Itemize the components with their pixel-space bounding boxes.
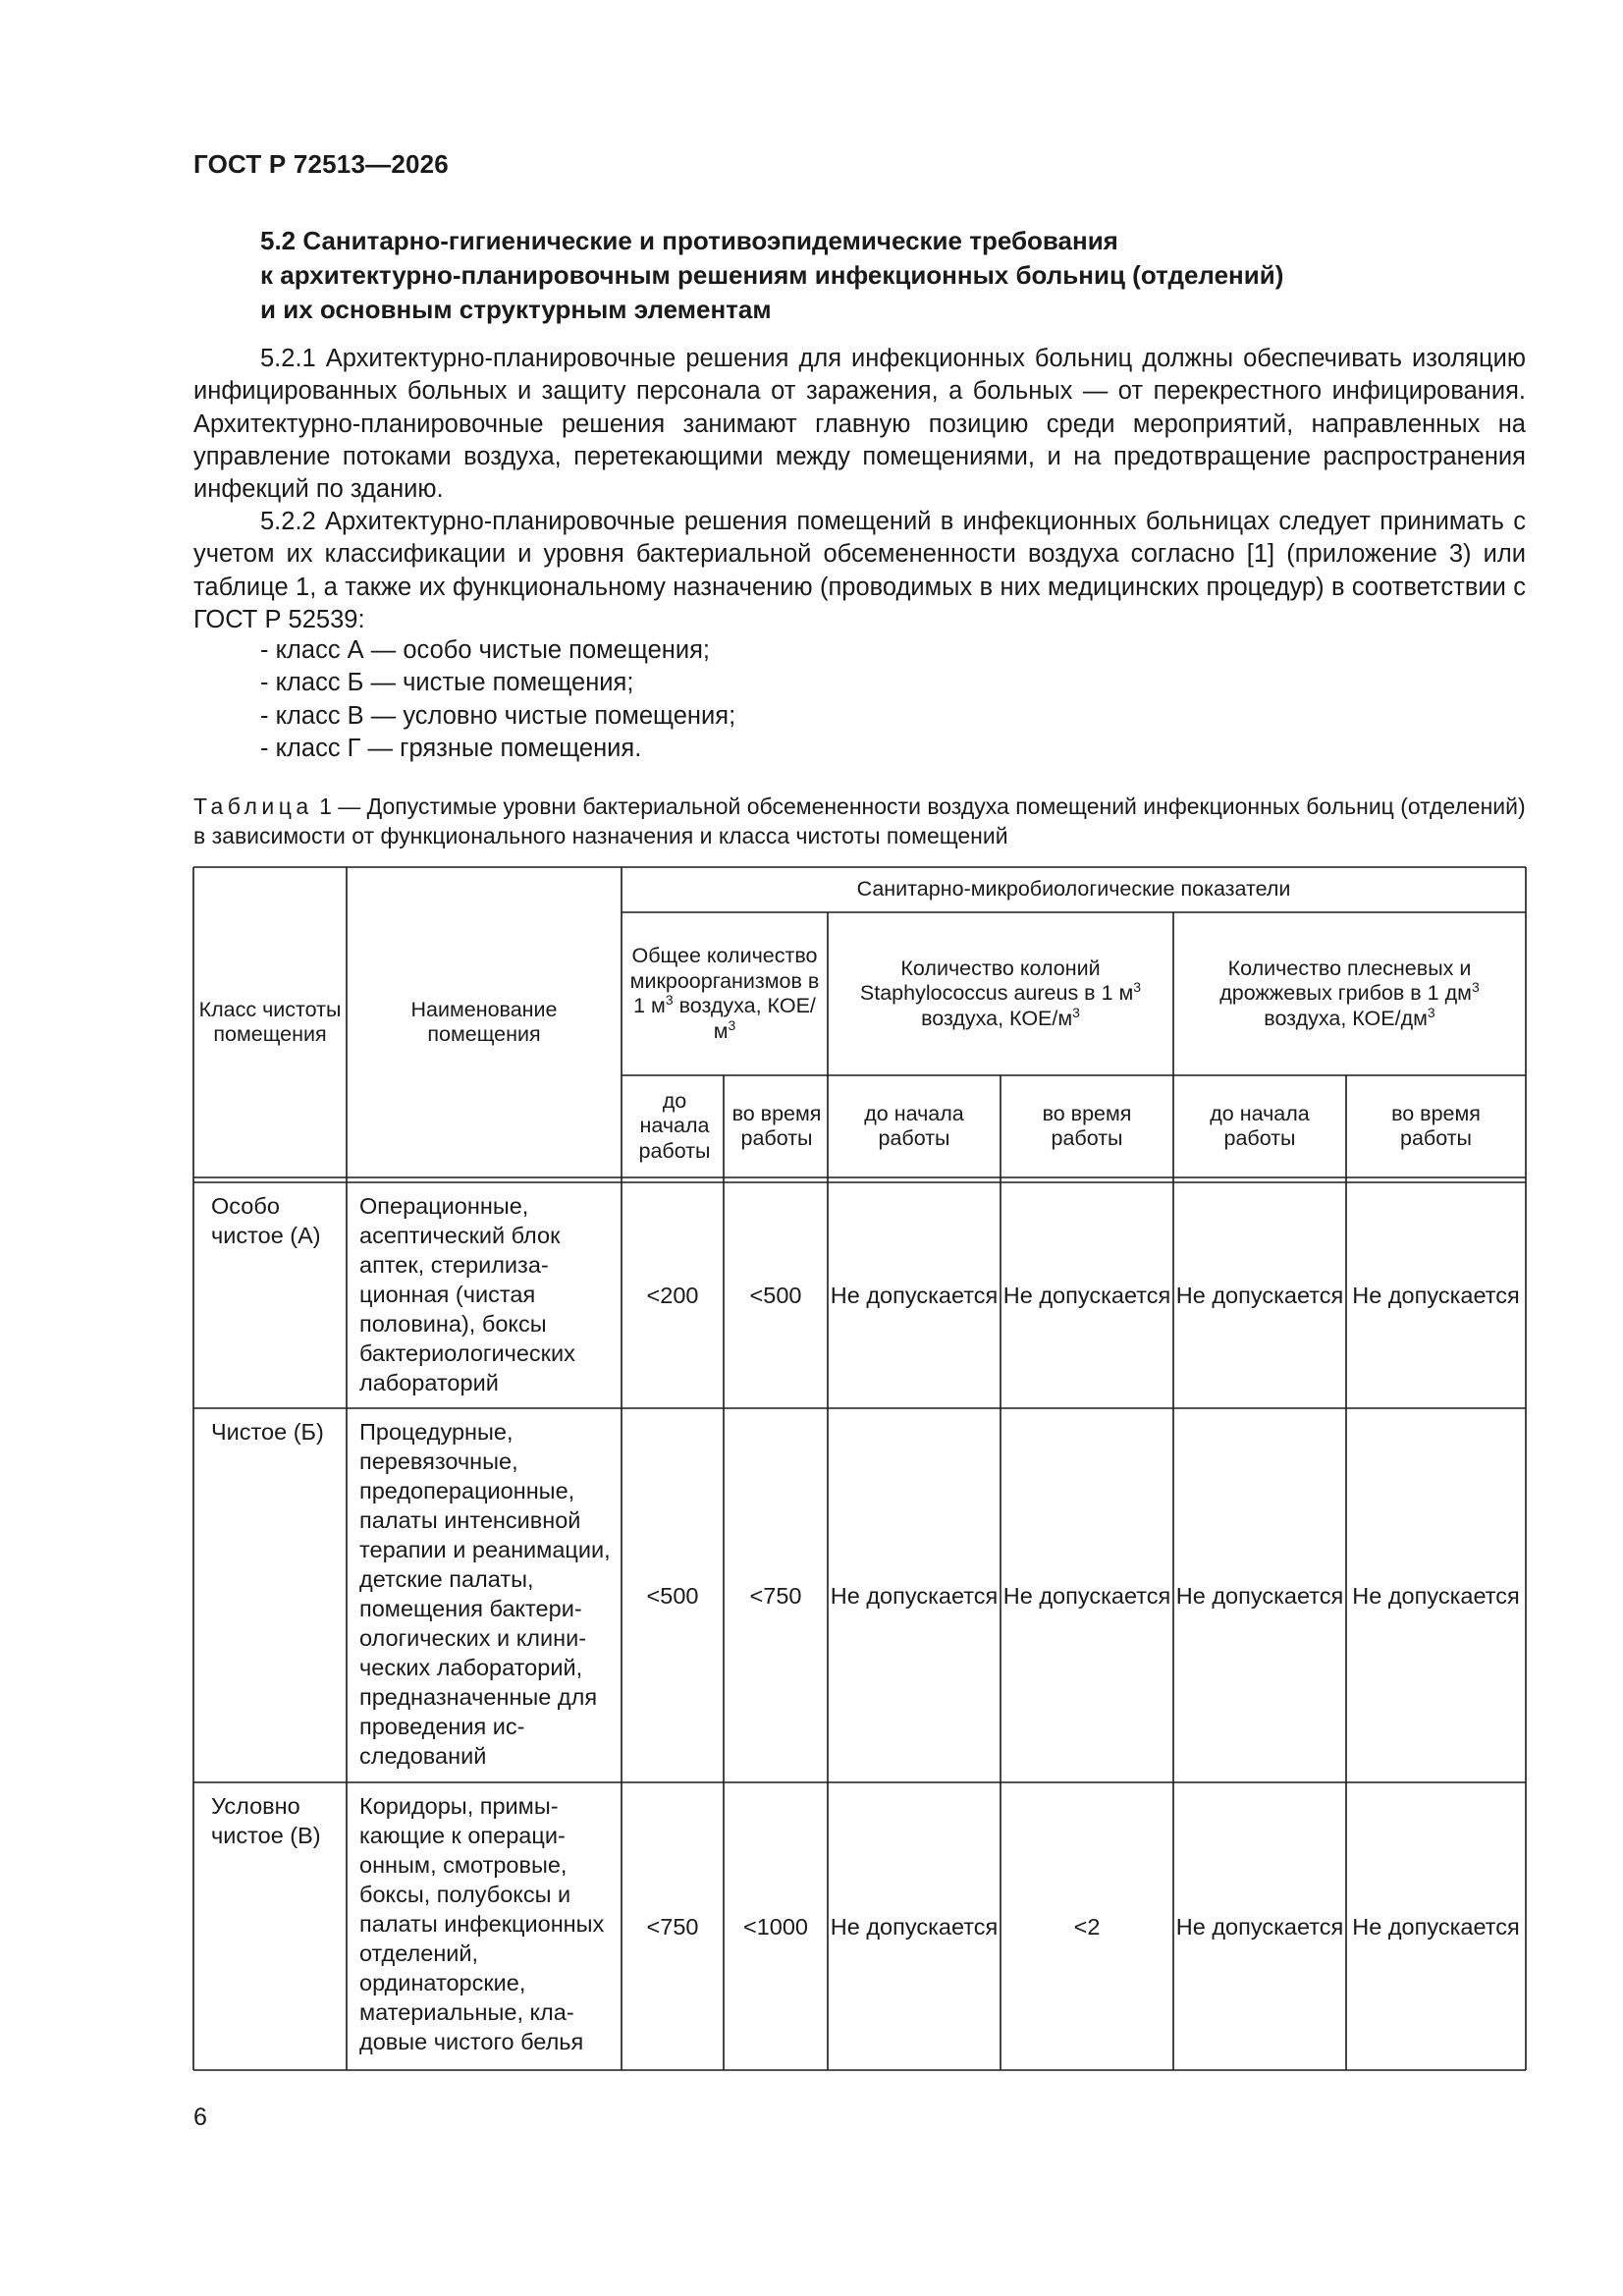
header-staph-during-work: во время работы	[1042, 1101, 1132, 1150]
header-staph-text: воздуха, КОЕ/м	[921, 1006, 1073, 1030]
row-a-total-before: <200	[646, 1283, 699, 1308]
row-b-room-name: Процедурные, перевязочные, предоперационные, палаты интенсивной терапии и реанимации, детские палаты, помещения бактериологических и клинических лабораторий, предназначенные для проведения исследований	[359, 1419, 611, 1769]
row-v-staph-before: Не допускается	[830, 1913, 999, 1940]
list-item: - класс В — условно чистые помещения;	[260, 700, 735, 733]
header-fungi-text: Количество плесневых и дрожжевых грибов в 1 дм	[1219, 956, 1472, 1006]
header-indicators: Санитарно-микробиологические показатели	[856, 877, 1291, 902]
row-b-fungi-before: Не допускается	[1175, 1582, 1344, 1609]
list-item: - класс Г — грязные помещения.	[260, 733, 735, 765]
page-number: 6	[193, 2104, 207, 2131]
header-fungi	[1175, 914, 1524, 1073]
section-heading-line: и их основным структурным элементам	[260, 295, 772, 324]
header-room-name: Наименование помещения	[410, 997, 558, 1046]
row-v-staph-during: <2	[1073, 1913, 1101, 1940]
header-staph-text: Количество колоний Staphylococcus aureus в 1 м	[859, 956, 1134, 1006]
header-total-during-work: во время работы	[731, 1101, 822, 1150]
paragraph-5-2-2: 5.2.2 Архитектурно-планировочные решения помещений в инфекционных больницах следует принимать с учетом их классификации и уровня бактериальной обсемененности воздуха согласно [1] (приложение 3) или таблице 1, а также их функциональному назначению (проводимых в них медицинских процедур) в соответствии с ГОСТ Р 52539:	[193, 508, 1526, 633]
header-total-microorganisms	[623, 914, 826, 1073]
row-v-fungi-before: Не допускается	[1175, 1913, 1344, 1940]
list-item: - класс Б — чистые помещения;	[260, 667, 735, 699]
header-total-text: воздуха, КОЕ/м	[673, 994, 816, 1043]
row-a-class: Особо чистое (А)	[211, 1193, 321, 1248]
header-total-text: Общее количество микроорганизмов в 1 м	[629, 944, 820, 1017]
row-b-total-during: <750	[749, 1582, 802, 1609]
row-v-fungi-during: Не допускается	[1352, 1913, 1520, 1940]
section-heading-line: 5.2 Санитарно-гигиенические и противоэпидемические требования	[260, 226, 1118, 255]
row-b-class: Чистое (Б)	[211, 1419, 324, 1445]
row-b-fungi-during: Не допускается	[1352, 1582, 1520, 1609]
superscript: 3	[1427, 1004, 1435, 1020]
row-v-room-name: Коридоры, примыкающие к операционным, смотровые, боксы, полубоксы и палаты инфекционных отделений, ординаторские, материальные, кладовые чистого белья	[359, 1793, 605, 2054]
superscript: 3	[665, 991, 674, 1008]
table-caption-label: Таблица	[193, 793, 313, 819]
row-a-fungi-before: Не допускается	[1175, 1283, 1344, 1308]
row-a-staph-during: Не допускается	[1002, 1283, 1171, 1308]
section-heading-line: к архитектурно-планировочным решениям инфекционных больниц (отделений)	[260, 260, 1284, 290]
row-a-room-name: Операционные, асептический блок аптек, стерилизационная (чистая половина), боксы бактериологических лабораторий	[359, 1193, 575, 1395]
superscript: 3	[728, 1016, 736, 1033]
header-class: Класс чистоты помещения	[198, 997, 342, 1046]
header-total-before-work: до начала работы	[638, 1088, 711, 1163]
superscript: 3	[1072, 1004, 1080, 1020]
superscript: 3	[1471, 979, 1480, 996]
header-fungi-before-work: до начала работы	[1210, 1101, 1310, 1150]
row-b-total-before: <500	[646, 1582, 699, 1609]
row-v-class: Условно чистое (В)	[211, 1793, 321, 1848]
row-v-total-before: <750	[646, 1913, 699, 1940]
row-v-total-during: <1000	[742, 1913, 808, 1940]
table-caption-text: 1 — Допустимые уровни бактериальной обсемененности воздуха помещений инфекционных больниц (отделений) в зависимости от функционального назначения и класса чистоты помещений	[193, 793, 1526, 848]
list-item: - класс А — особо чистые помещения;	[260, 634, 735, 667]
header-staph-before-work: до начала работы	[864, 1101, 964, 1150]
row-a-fungi-during: Не допускается	[1352, 1283, 1520, 1308]
row-a-total-during: <500	[749, 1283, 802, 1308]
document-code: ГОСТ Р 72513—2026	[193, 149, 449, 179]
header-fungi-text: воздуха, КОЕ/дм	[1264, 1006, 1428, 1030]
superscript: 3	[1133, 979, 1142, 996]
header-staphylococcus	[830, 914, 1171, 1073]
row-b-staph-during: Не допускается	[1002, 1582, 1171, 1609]
paragraph-5-2-1: 5.2.1 Архитектурно-планировочные решения для инфекционных больниц должны обеспечивать изоляцию инфицированных больных и защиту персонала от заражения, а больных — от перекрестного инфицирования. Архитектурно-планировочные решения занимают главную позицию среди мероприятий, направленных на управление потоками воздуха, перетекающими между помещениями, и на предотвращение распространения инфекций по зданию.	[193, 345, 1526, 504]
header-fungi-during-work: во время работы	[1391, 1101, 1481, 1150]
row-b-staph-before: Не допускается	[830, 1582, 999, 1609]
row-a-staph-before: Не допускается	[830, 1283, 999, 1308]
